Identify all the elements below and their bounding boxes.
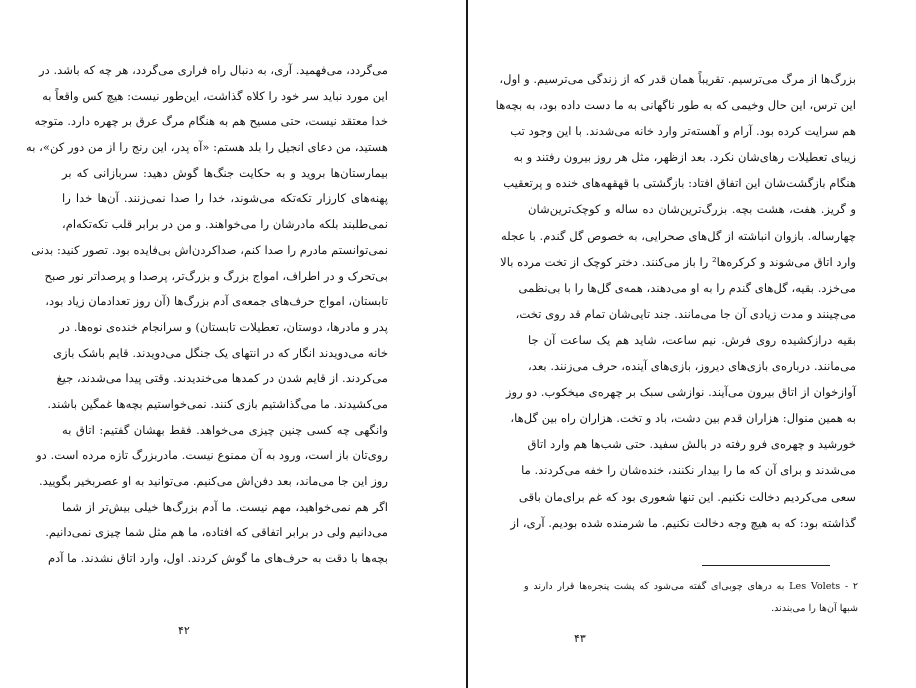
text-line: نمی‌توانستم مادرم را صدا کنم، صداکردن‌اش بی‌فایده بود. تصور کنید: بدنی — [31, 242, 388, 257]
text-line: پهنه‌های کارزار تکه‌تکه می‌شوند، خدا را صدا نمی‌زنند. آن‌ها خدا را — [62, 191, 388, 206]
text-line: نمی‌طلبند بلکه مادرشان را می‌خواهند. و من در برابر قلب تکه‌تکه‌ام، — [62, 217, 388, 232]
footnote-line: شبها آن‌ها را می‌بندند. — [771, 603, 858, 614]
left-page-body — [25, 58, 388, 572]
text-line: می‌دانیم ولی در برابر اتفاقی که افتاده، ما هم مثل شما چیزی نمی‌دانیم. — [45, 525, 388, 540]
text-line: اگر هم نمی‌خواهید، مهم نیست. ما آدم بزرگ‌ها خیلی بیش‌تر از شما — [62, 499, 388, 514]
footnote — [524, 576, 858, 620]
text-line: هستید، من دعای انجیل را بلد هستم: «آه پدر، این رنج را از من دور کن»، به — [25, 140, 388, 155]
text-line: سعی می‌کردیم دخالت نکنیم. این تنها شعوری بود که غم برای‌مان باقی — [518, 489, 856, 504]
text-line: وانگهی چه کسی چنین چیزی می‌خواهد. فقط بهشان گفتیم: اتاق به — [62, 422, 388, 437]
text-line: می‌کشیدند. ما می‌گذاشتیم بازی کنند. نمی‌خواستیم بچه‌ها غمگین باشند. — [47, 396, 388, 411]
text-line: می‌گردد، می‌فهمید. آری، به دنبال راه فراری می‌گردد، هر چه که باشد. در — [39, 63, 388, 77]
text-line: می‌چینند و مدت زیادی آن جا می‌مانند. جند تایی‌شان تمام قد روی تخت، — [515, 306, 856, 321]
footnote-line: ۲ - Les Volets به درهای چوبی‌ای گفته می‌شود که پشت پنجره‌ها قرار دارند و — [524, 581, 858, 592]
page-number: ۴۳ — [574, 632, 586, 645]
text-line: این مورد نباید سر خود را کلاه گذاشت، این‌طور نیست: هیچ کس واقعاً به — [42, 88, 388, 103]
text-line: خدا معتقد نیست، حتی مسیح هم به هنگام مرگ عرق بر چهره دارد. متوجه — [34, 114, 388, 129]
text-line: پدر و مادرها، دوستان، تعطیلات تابستان) و سرانجام خنده‌ی نوه‌ها. در — [59, 319, 388, 334]
text-line: وارد اتاق می‌شوند و کرکره‌ها² را باز می‌کنند. دختر کوچک از تخت مرده بالا — [500, 254, 856, 269]
text-line: به همین منوال: هزاران قدم بین دشت، باد و تخت. هزاران راه بین گل‌ها، — [510, 411, 856, 426]
text-line: بقیه درازکشیده روی فرش. نیم ساعت، شاید هم یک ساعت آن جا — [528, 332, 856, 347]
text-line: هنگام بازگشت‌شان این اتفاق افتاد: بازگشتی با قهقهه‌های خنده و پرتعقیب — [503, 176, 856, 191]
text-line: بیمارستان‌ها بروید و به حکایت جنگ‌ها گوش دهید: سربازانی که بر — [62, 165, 388, 180]
text-line: می‌شدند و برای آن که ما را بیدار نکنند، خنده‌شان را خفه می‌کردند. ما — [521, 463, 856, 478]
text-line: روی‌تان باز است، ورود به آن ممنوع نیست. مادربزرگ تازه مرده است. دو — [36, 448, 388, 463]
text-line: تابستان، امواج حرف‌های جمعه‌ی آدم بزرگ‌ها (آن روز تعدادمان زیاد بود، — [45, 294, 388, 309]
right-page — [468, 0, 916, 688]
text-line: خانه می‌دویدند انگار که در انتهای یک جنگل می‌دویدند. قایم باشک بازی — [52, 345, 388, 360]
text-line: روز این جا می‌ماند، بعد دفن‌اش می‌کنیم. می‌توانید به او عصربخیر بگویید. — [38, 474, 388, 488]
text-line: هم سرایت کرده بود. آرام و آهسته‌تر وارد خانه می‌شدند. با این وجود تب — [510, 124, 856, 139]
text-line: گذاشته بود: که به هیچ وجه دخالت نکنیم. ما شرمنده شده بودیم. آری، از — [510, 515, 856, 530]
text-line: می‌مانند. درباره‌ی بازی‌های دیروز، بازی‌های آینده، حرف می‌زنند. بعد، — [528, 359, 856, 374]
text-line: این ترس، این حال وخیمی که به طور ناگهانی به ما دست داده بود، به بچه‌ها — [495, 98, 856, 113]
text-line: زیبای تعطیلات رهای‌شان نکرد. بعد ازظهر، مثل هر روز بیرون رفتند و به — [513, 150, 856, 165]
text-line: بچه‌ها با دقت به حرف‌های ما گوش کردند. اول، وارد اتاق نشدند. ما آدم — [47, 551, 388, 566]
text-line: می‌خزد. بقیه، گل‌های گندم را به او می‌دهند، همه‌ی گل‌ها را با بی‌نظمی — [518, 280, 856, 295]
page-number: ۴۲ — [178, 624, 190, 637]
text-line: و گریز. هفت، هشت بچه. بزرگ‌ترین‌شان ده ساله و کوچک‌ترین‌شان — [528, 202, 856, 217]
text-line: چهارساله. بازوان انباشته از گل‌های صحرایی، به خصوص گل گندم. با عجله — [500, 228, 856, 243]
text-line: می‌کردند. از قایم شدن در کمدها می‌خندیدند. وقتی پیدا می‌شدند، جیغ — [56, 371, 388, 386]
text-line: آوازخوان از اتاق بیرون می‌آیند. نوازشی سبک بر چهره‌ی میخکوب. دو روز — [505, 385, 856, 400]
text-line: بزرگ‌ها از مرگ می‌ترسیم. تقریباً همان قدر که از زندگی می‌ترسیم. و اول، — [499, 72, 856, 86]
footnote-divider — [702, 565, 830, 566]
text-line: خورشید و چهره‌ی فرو رفته در بالش سفید. حتی شب‌ها هم وارد اتاق — [527, 437, 856, 452]
text-line: بی‌تحرک و در اطراف، امواج بزرگ و بزرگ‌تر، پرصدا و پرصداتر نور صبح — [44, 268, 388, 283]
right-page-body — [495, 66, 856, 536]
